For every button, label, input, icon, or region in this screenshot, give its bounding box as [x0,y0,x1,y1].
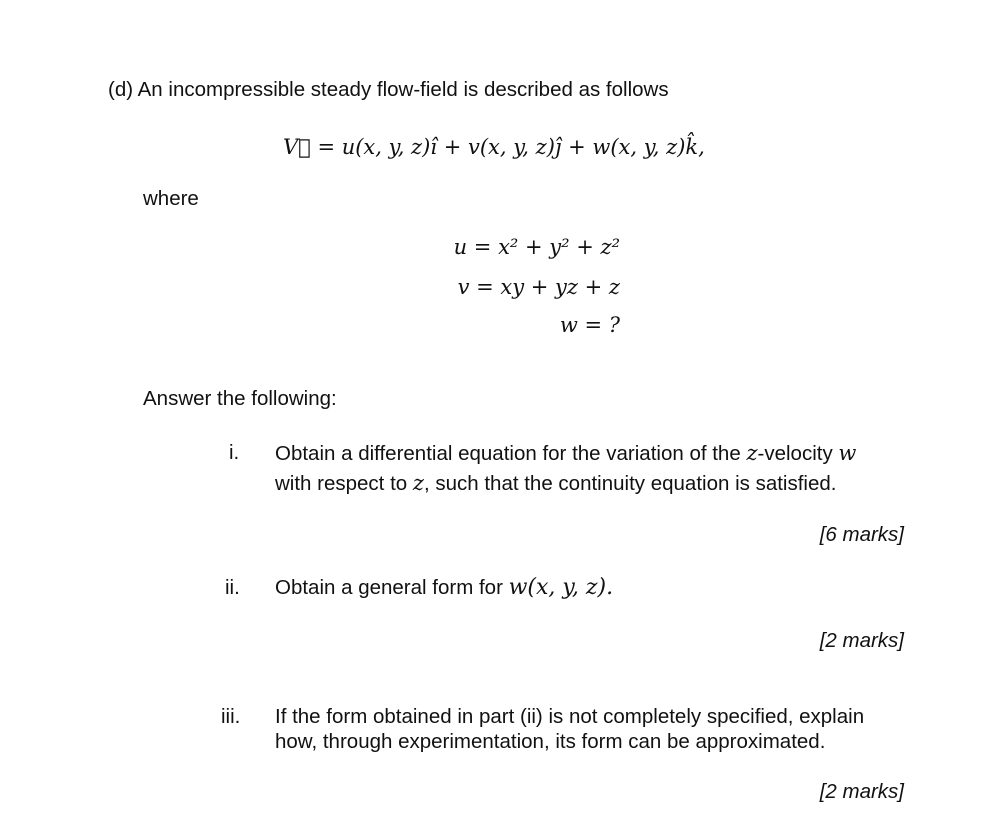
question-3-line-2: how, through experimentation, its form can be approximated. [275,730,826,753]
question-1-numeral: i. [229,441,240,464]
answer-prompt: Answer the following: [143,387,337,410]
question-3-line-1: If the form obtained in part (ii) is not completely specified, explain [275,705,865,728]
equation-w: w = ? [559,313,620,337]
question-3-marks: [2 marks] [819,780,904,803]
question-2-numeral: ii. [225,576,240,599]
question-1-var-z-2: z [412,471,424,495]
where-label: where [143,187,199,210]
question-1-var-z: z [746,441,758,465]
question-1-line-1 [275,440,856,467]
question-1-line-2-text-b: , such that the continuity equation is satisfied. [423,472,837,495]
question-2-text: Obtain a general form for [275,576,509,599]
question-2-math: w(x, y, z). [508,575,614,600]
velocity-equation: V⃗ = u(x, y, z)î + v(x, y, z)ĵ + w(x, y, z)k̂, [283,135,705,159]
question-1-line-2-text-a: with respect to [275,472,413,495]
question-1-var-w: w [838,441,857,465]
equation-u: u = x² + y² + z² [453,235,620,259]
question-1-marks: [6 marks] [819,523,904,546]
question-2-marks: [2 marks] [819,629,904,652]
question-2-line [275,575,613,601]
part-intro: (d) An incompressible steady flow-field is described as follows [108,78,669,101]
question-1-line-2 [275,470,836,497]
question-3-numeral: iii. [221,705,241,728]
equation-v: v = xy + yz + z [457,275,620,299]
question-1-line-1-text-a: Obtain a differential equation for the variation of the [275,442,747,465]
question-1-line-1-text-b: -velocity [757,442,839,465]
